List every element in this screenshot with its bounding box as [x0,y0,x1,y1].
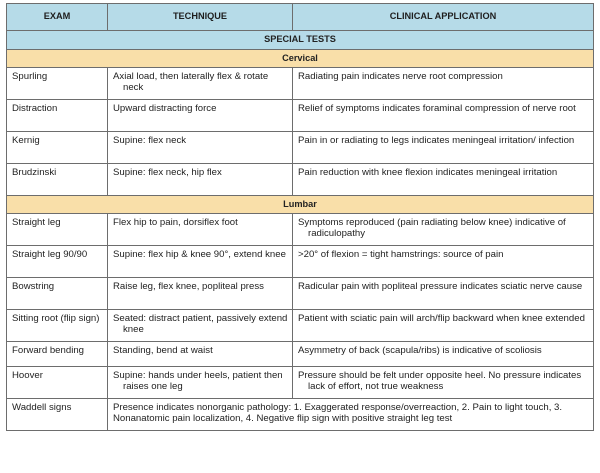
application-text: Radiating pain indicates nerve root compression [298,71,503,82]
application-text: Radicular pain with popliteal pressure indicates sciatic nerve cause [298,281,583,292]
exam-cell: Forward bending [7,342,108,367]
exam-text: Sitting root (flip sign) [12,313,100,324]
group-row-lumbar [7,196,594,214]
technique-text: Axial load, then laterally flex & rotate neck [113,71,269,94]
application-cell [293,132,594,164]
section-row [7,31,594,50]
application-text: Pain reduction with knee flexion indicates meningeal irritation [298,167,558,178]
application-cell [293,342,594,367]
table-row [7,132,594,164]
application-text: Asymmetry of back (scapula/ribs) is indicative of scoliosis [298,345,542,356]
technique-cell [108,367,293,399]
application-cell [293,246,594,278]
application-text: >20° of flexion = tight hamstrings: source of pain [298,249,504,260]
application-cell [293,310,594,342]
section-title: SPECIAL TESTS [7,31,594,50]
technique-text: Raise leg, flex knee, popliteal press [113,281,264,292]
table-row [7,342,594,367]
technique-text: Supine: hands under heels, patient then raises one leg [113,370,283,393]
exam-cell [7,310,108,342]
application-cell [293,278,594,310]
technique-text: Supine: flex neck, hip flex [113,167,222,178]
table-row [7,68,594,100]
application-cell [293,100,594,132]
application-text: Symptoms reproduced (pain radiating below knee) indicative of radiculopathy [298,217,566,240]
exam-cell: Bowstring [7,278,108,310]
exam-cell: Hoover [7,367,108,399]
application-cell [293,214,594,246]
group-title-lumbar: Lumbar [7,196,594,214]
application-text: Patient with sciatic pain will arch/flip backward when knee extended [298,313,585,324]
exam-cell: Kernig [7,132,108,164]
table-row [7,278,594,310]
table-row [7,399,594,431]
application-text: Relief of symptoms indicates foraminal compression of nerve root [298,103,576,114]
table-row [7,310,594,342]
group-row-cervical [7,50,594,68]
exam-cell: Distraction [7,100,108,132]
table-row [7,246,594,278]
technique-cell [108,164,293,196]
exam-cell: Straight leg [7,214,108,246]
technique-text: Standing, bend at waist [113,345,213,356]
application-cell [293,164,594,196]
technique-text: Upward distracting force [113,103,217,114]
technique-text: Seated: distract patient, passively extend knee [113,313,288,336]
header-clinical-application: CLINICAL APPLICATION [293,4,594,31]
technique-cell [108,214,293,246]
technique-cell [108,246,293,278]
table-row [7,214,594,246]
technique-text: Supine: flex neck [113,135,187,146]
application-cell [293,68,594,100]
header-technique: TECHNIQUE [108,4,293,31]
technique-cell [108,310,293,342]
table-row [7,100,594,132]
table-row [7,164,594,196]
technique-text: Supine: flex hip & knee 90°, extend knee [113,249,286,260]
table-row [7,367,594,399]
technique-cell [108,132,293,164]
technique-text: Flex hip to pain, dorsiflex foot [113,217,238,228]
exam-cell: Straight leg 90/90 [7,246,108,278]
application-text: Pressure should be felt under opposite heel. No pressure indicates lack of effort, not true weakness [298,370,582,393]
header-exam: EXAM [7,4,108,31]
header-row [7,4,594,31]
technique-cell [108,100,293,132]
exam-cell: Waddell signs [7,399,108,431]
special-tests-table [6,3,594,431]
technique-cell [108,68,293,100]
technique-cell [108,278,293,310]
exam-cell: Spurling [7,68,108,100]
exam-cell: Brudzinski [7,164,108,196]
application-cell [293,367,594,399]
technique-cell [108,342,293,367]
group-title-cervical: Cervical [7,50,594,68]
waddell-description-cell: Presence indicates nonorganic pathology: 1. Exaggerated response/overreaction, 2. Pain to light touch, 3. Nonanatomic pain localization, 4. Negative flip sign with positive straight leg test [108,399,594,431]
application-text: Pain in or radiating to legs indicates meningeal irritation/ infection [298,135,575,146]
